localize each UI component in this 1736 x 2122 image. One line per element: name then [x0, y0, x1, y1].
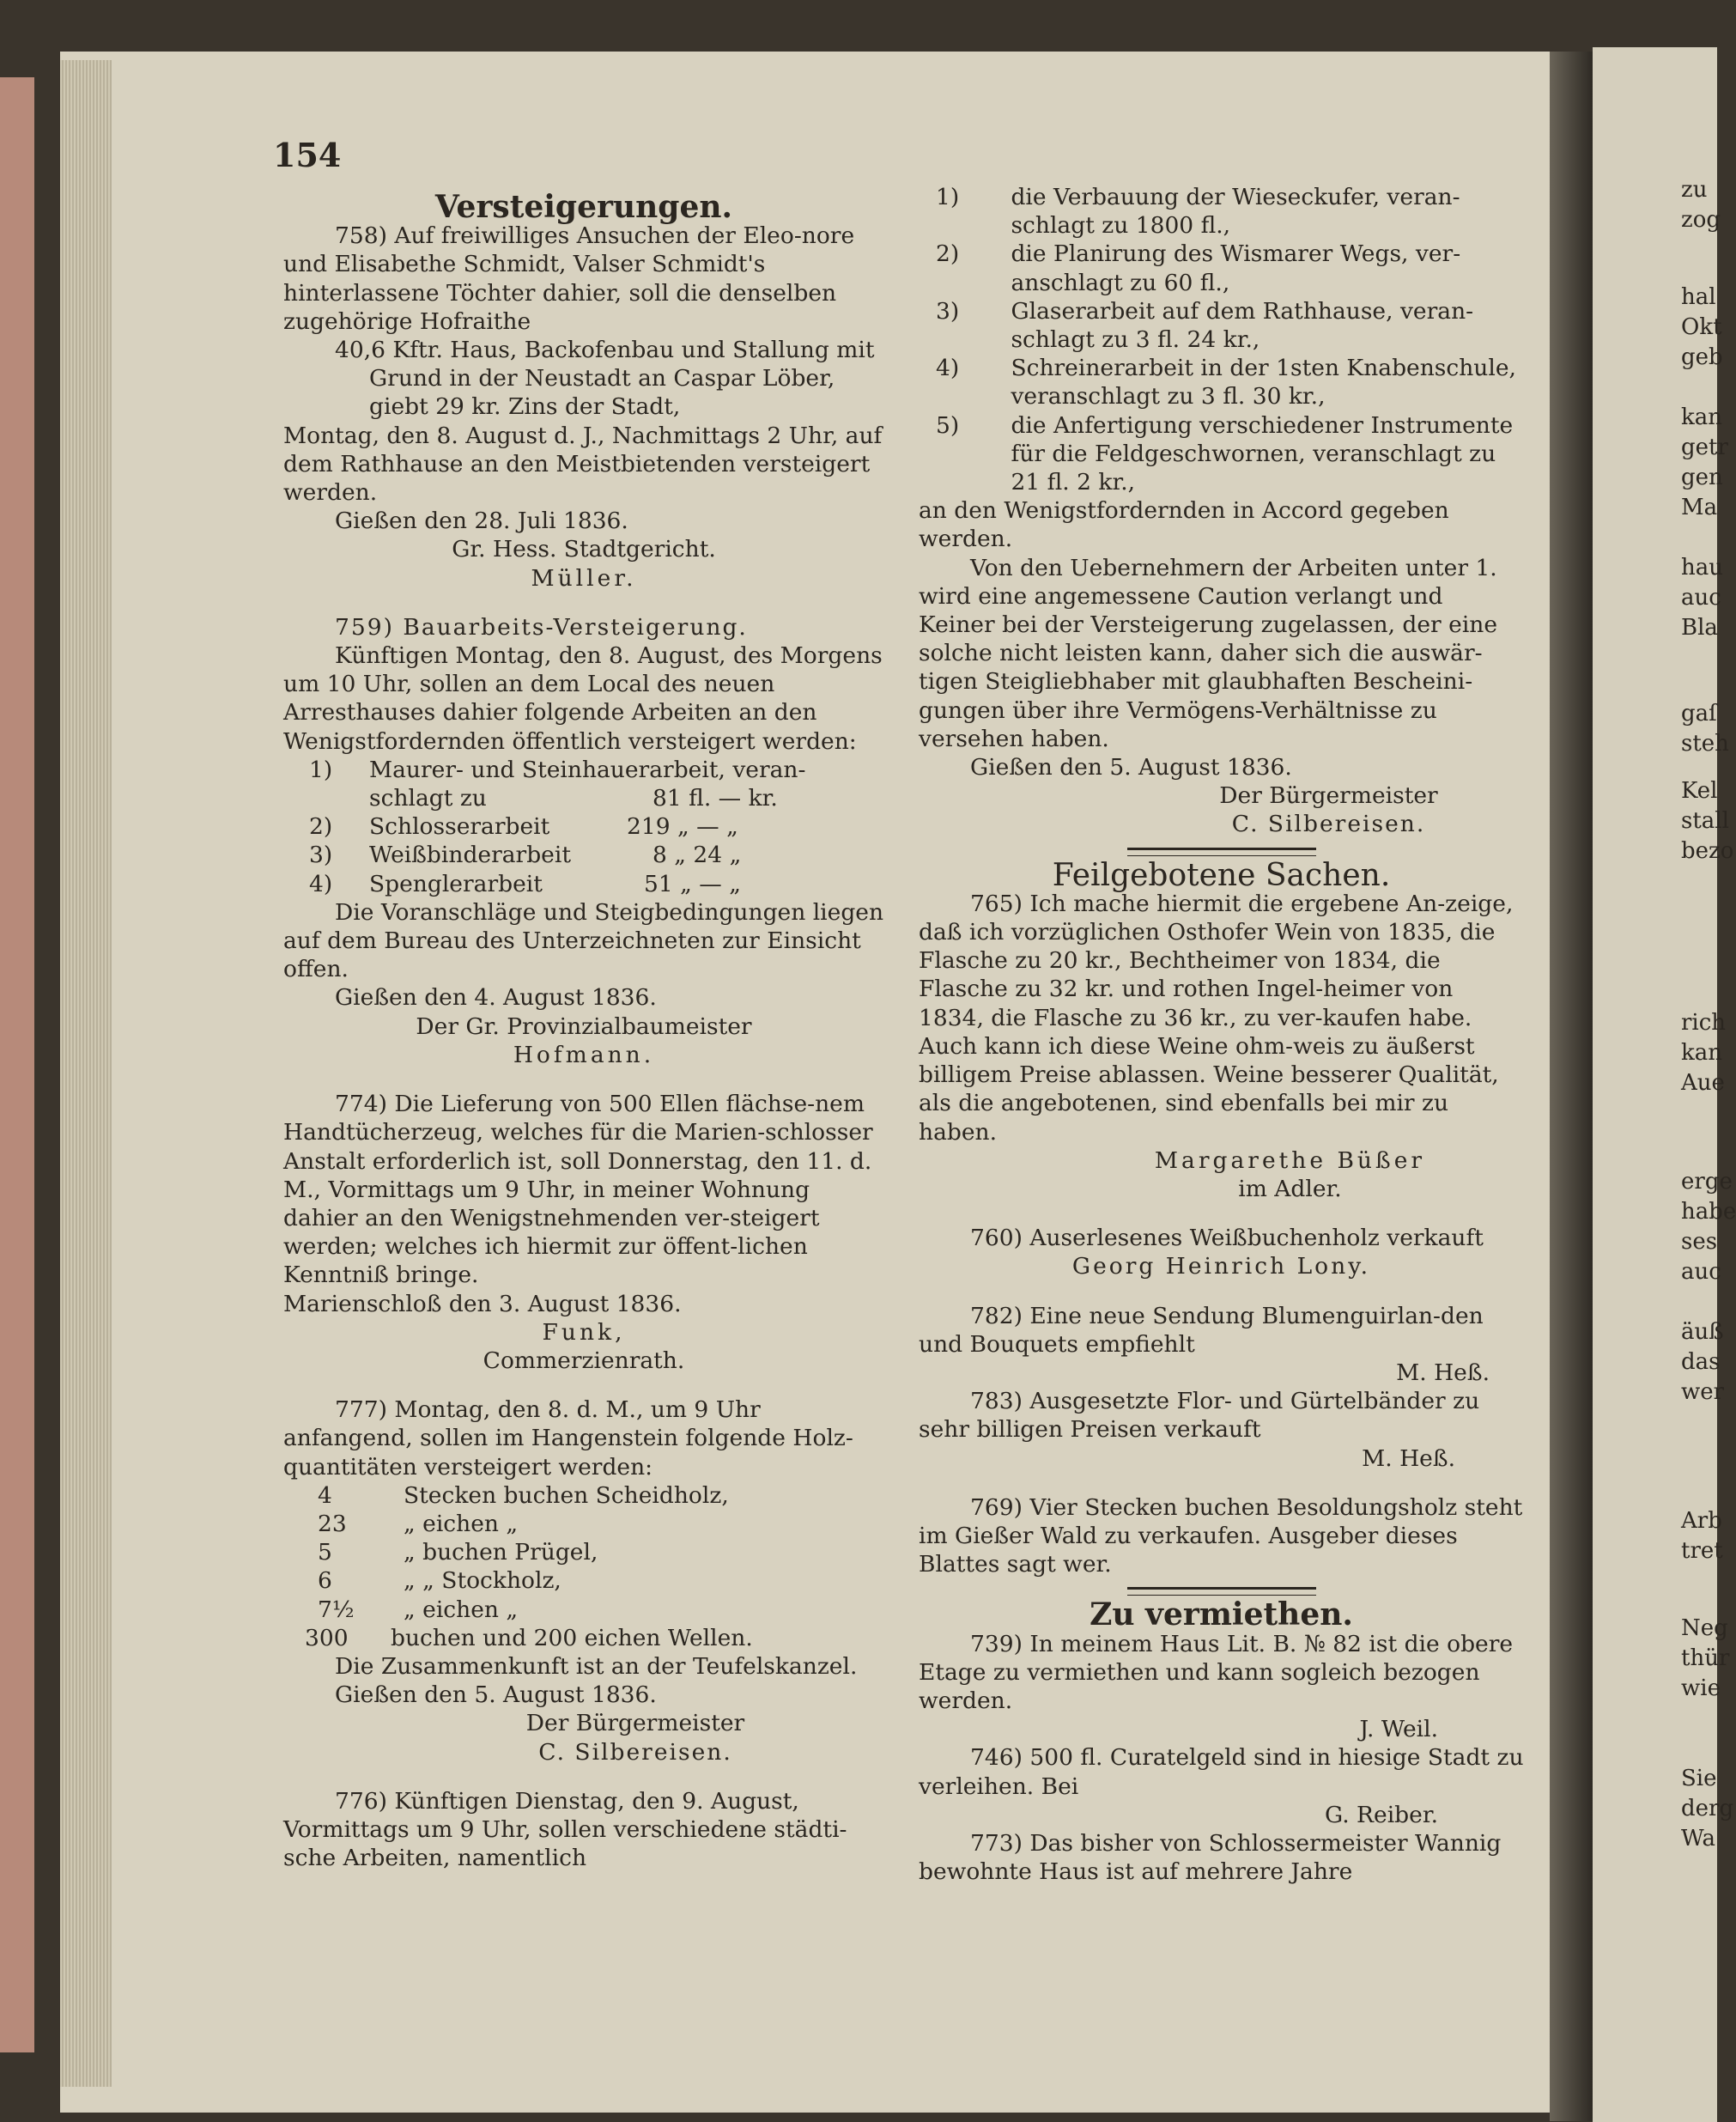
ad-746-text: 746) 500 fl. Curatelgeld sind in hiesige Stadt zu verleihen. Bei — [919, 1744, 1524, 1800]
next-page-fragment: hau — [1681, 555, 1723, 581]
next-page-fragment: derg — [1681, 1796, 1734, 1821]
ad-739-signature: J. Weil. — [1359, 1716, 1438, 1743]
ad-758-date: Montag, den 8. August d. J., Nachmittags 2 Uhr, auf dem Rathhause an den Meistbietenden versteigert werden. — [283, 422, 883, 507]
next-page-fragment: das — [1681, 1349, 1721, 1375]
ad-758-signature: Müller. — [531, 564, 637, 592]
next-page-fragment: habe — [1681, 1199, 1736, 1225]
list-item: 4 Stecken buchen Scheidholz, — [318, 1481, 729, 1509]
ad-759-text: Künftigen Montag, den 8. August, des Morgens um 10 Uhr, sollen an dem Local des neuen Arresthauses dahier folgende Arbeiten an den Wenigstfordernden öffentlich versteigert werden: — [283, 642, 883, 755]
ad-759-place-date: Gießen den 4. August 1836. — [335, 984, 657, 1012]
caution-text: Von den Uebernehmern der Arbeiten unter 1. wird eine angemessene Caution verlangt und Keiner bei der Versteigerung zugelassen, der eine solche nicht leisten kann, daher sich die auswär-tigen Steigliebhaber mit glaubhaften Bescheini-gungen über ihre Vermögens-Verhältnisse zu versehen haben. — [919, 554, 1498, 752]
ad-765-location: im Adler. — [1238, 1175, 1342, 1202]
next-page-fragment: kan — [1681, 1040, 1723, 1066]
ad-758-property: 40,6 Kftr. Haus, Backofenbau und Stallung mit Grund in der Neustadt an Caspar Löber, giebt 29 kr. Zins der Stadt, — [335, 337, 875, 421]
works-authority: Der Bürgermeister — [1219, 782, 1438, 810]
ad-774-text: 774) Die Lieferung von 500 Ellen flächse-nem Handtücherzeug, welches für die Marien-schlosser Anstalt erforderlich ist, soll Donnerstag, den 11. d. M., Vormittags um 9 Uhr, in meiner Wohnung dahier an den Wenigstnehmenden ver-steigert werden; welches ich hiermit zur öffent-lichen Kenntniß bringe. — [283, 1091, 873, 1289]
list-item: 23 „ eichen „ — [318, 1510, 519, 1537]
left-column — [283, 189, 884, 1872]
book-cover-edge — [0, 77, 34, 2052]
next-page-fragment: thür — [1681, 1645, 1730, 1671]
next-page-fragment: Neg — [1681, 1615, 1728, 1641]
ad-758-text: 758) Auf freiwilliges Ansuchen der Eleo-nore und Elisabethe Schmidt, Valser Schmidt's hinterlassene Töchter dahier, soll die denselben zugehörige Hofraithe — [283, 222, 855, 335]
list-item: 5) die Anfertigung verschiedener Instrumente für die Feldgeschwornen, veranschlagt zu 21 fl. 2 kr., — [936, 411, 1514, 496]
next-page-fragment: ses — [1681, 1229, 1718, 1255]
next-page-fragment: geb — [1681, 344, 1723, 370]
next-page-fragment: getr — [1681, 435, 1728, 460]
list-item: 1) die Verbauung der Wieseckufer, veran-schlagt zu 1800 fl., — [936, 184, 1460, 240]
works-award-text: an den Wenigstfordernden in Accord gegeben werden. — [919, 497, 1449, 553]
section-divider — [1127, 1587, 1316, 1596]
list-item: schlagt zu 81 fl. — kr. — [369, 785, 778, 812]
list-item: 1) Maurer- und Steinhauerarbeit, veran- — [309, 756, 806, 783]
ad-760-text: 760) Auserlesenes Weißbuchenholz verkauft — [970, 1225, 1484, 1252]
ad-777-authority: Der Bürgermeister — [525, 1710, 745, 1737]
ad-765-signature: Margarethe Büßer — [1154, 1146, 1426, 1174]
list-item: 4) Schreinerarbeit in der 1sten Knabenschule, veranschlagt zu 3 fl. 30 kr., — [936, 355, 1516, 410]
works-place-date: Gießen den 5. August 1836. — [970, 754, 1292, 781]
next-page-fragment: gaſ — [1681, 701, 1717, 727]
list-item: 4) Spenglerarbeit 51 „ — „ — [309, 870, 741, 897]
book-gutter — [1550, 52, 1593, 2121]
ad-783-text: 783) Ausgesetzte Flor- und Gürtelbänder zu sehr billigen Preisen verkauft — [919, 1388, 1480, 1444]
right-column — [919, 183, 1524, 1886]
ad-758-place-date: Gießen den 28. Juli 1836. — [335, 508, 628, 535]
ad-783-signature: M. Heß. — [1362, 1444, 1455, 1472]
page-number: 154 — [273, 136, 342, 174]
next-page-fragment: rich — [1681, 1010, 1727, 1036]
next-page-fragment: Okt — [1681, 314, 1722, 340]
next-page-fragment: Sie — [1681, 1766, 1717, 1791]
works-signature: C. Silbereisen. — [1231, 811, 1426, 838]
next-page-fragment: Kel — [1681, 778, 1718, 804]
next-page-fragment: auc — [1681, 1259, 1721, 1285]
list-item: 300 buchen und 200 eichen Wellen. — [305, 1624, 753, 1651]
ad-777-text: 777) Montag, den 8. d. M., um 9 Uhr anfangend, sollen im Hangenstein folgende Holz-quantitäten versteigert werden: — [283, 1396, 853, 1481]
section-heading-zu-vermiethen: Zu vermiethen. — [1090, 1596, 1353, 1633]
ad-759-authority: Der Gr. Provinzialbaumeister — [416, 1012, 752, 1040]
next-page-fragment: Aue — [1681, 1070, 1725, 1096]
ad-739-text: 739) In meinem Haus Lit. B. № 82 ist die obere Etage zu vermiethen und kann sogleich bezogen werden. — [919, 1630, 1514, 1714]
ad-759-conditions: Die Voranschläge und Steigbedingungen liegen auf dem Bureau des Unterzeichneten zur Einsicht offen. — [283, 898, 884, 983]
list-item: 2) Schlosserarbeit 219 „ — „ — [309, 813, 738, 841]
next-page-fragment: Wa — [1681, 1826, 1715, 1851]
ad-776-text: 776) Künftigen Dienstag, den 9. August, Vormittags um 9 Uhr, sollen verschiedene städti-sche Arbeiten, namentlich — [283, 1787, 847, 1872]
next-page-fragment: hal — [1681, 284, 1716, 310]
ad-759-list — [283, 756, 884, 898]
ad-759-signature: Hofmann. — [513, 1041, 655, 1068]
next-page-fragment: tret — [1681, 1538, 1723, 1564]
list-item: 3) Glaserarbeit auf dem Rathhause, veran-schlagt zu 3 fl. 24 kr., — [936, 297, 1474, 354]
ad-774-signature: Funk, — [542, 1318, 626, 1346]
next-page-fragment: Ma — [1681, 495, 1718, 520]
next-page-fragment: zu — [1681, 177, 1708, 203]
ad-777-place-date: Gießen den 5. August 1836. — [335, 1681, 657, 1709]
ad-774-place-date: Marienschloß den 3. August 1836. — [283, 1290, 682, 1317]
ad-774-title: Commerzienrath. — [483, 1347, 685, 1374]
next-page-fragment: gen — [1681, 465, 1723, 490]
ad-777-signature: C. Silbereisen. — [538, 1738, 732, 1766]
ad-777-list — [283, 1481, 884, 1652]
list-item: 6 „ „ Stockholz, — [318, 1567, 561, 1595]
section-divider — [1127, 848, 1316, 856]
list-item: 5 „ buchen Prügel, — [318, 1539, 598, 1566]
ad-758-authority: Gr. Hess. Stadtgericht. — [452, 536, 716, 563]
next-page-fragment: auc — [1681, 585, 1721, 611]
section-heading-feilgebotene-sachen: Feilgebotene Sachen. — [1052, 857, 1391, 893]
next-page-fragment: wer — [1681, 1379, 1725, 1405]
next-page-fragment: steh — [1681, 731, 1729, 757]
list-item: 2) die Planirung des Wismarer Wegs, ver-anschlagt zu 60 fl., — [936, 240, 1461, 296]
list-item: 3) Weißbinderarbeit 8 „ 24 „ — [309, 842, 742, 869]
ad-759-title: 759) Bauarbeits-Versteigerung. — [335, 613, 748, 641]
next-page-fragment: erge — [1681, 1169, 1733, 1195]
ad-765-text: 765) Ich mache hiermit die ergebene An-zeige, daß ich vorzüglichen Osthofer Wein von 1835, die Flasche zu 20 kr., Bechtheimer von 1834, die Flasche zu 32 kr. und rothen Ingel-heimer von 1834, die Flasche zu 36 kr., zu ver-kaufen habe. Auch kann ich diese Weine ohm-weis zu äußerst billigem Preise ablassen. Weine besserer Qualität, als die angebotenen, sind ebenfalls bei mir zu haben. — [919, 890, 1514, 1146]
ad-746-signature: G. Reiber. — [1324, 1801, 1438, 1828]
list-item: 7½ „ eichen „ — [318, 1596, 519, 1623]
ad-777-meeting: Die Zusammenkunft ist an der Teufelskanzel. — [335, 1652, 858, 1680]
ad-782-signature: M. Heß. — [1396, 1359, 1490, 1386]
page-stack-edge — [60, 60, 112, 2087]
ad-760-signature: Georg Heinrich Lony. — [1071, 1253, 1371, 1280]
next-page-fragment: zog — [1681, 207, 1721, 233]
ad-782-text: 782) Eine neue Sendung Blumenguirlan-den und Bouquets empfiehlt — [919, 1302, 1484, 1358]
section-heading-versteigerungen: Versteigerungen. — [434, 189, 733, 225]
ad-773-text: 773) Das bisher von Schlossermeister Wannig bewohnte Haus ist auf mehrere Jahre — [919, 1829, 1502, 1886]
next-page-fragment: Bla — [1681, 615, 1718, 641]
ad-769-text: 769) Vier Stecken buchen Besoldungsholz steht im Gießer Wald zu verkaufen. Ausgeber dieses Blattes sagt wer. — [919, 1493, 1523, 1578]
next-page-fragment: stall — [1681, 808, 1729, 834]
next-page-fragment: äuß — [1681, 1319, 1724, 1345]
next-page-fragment: Arb — [1681, 1508, 1722, 1534]
next-page-fragment: bezo — [1681, 838, 1734, 864]
next-page-fragment: wie — [1681, 1675, 1721, 1701]
next-page-fragment: kan — [1681, 404, 1723, 430]
